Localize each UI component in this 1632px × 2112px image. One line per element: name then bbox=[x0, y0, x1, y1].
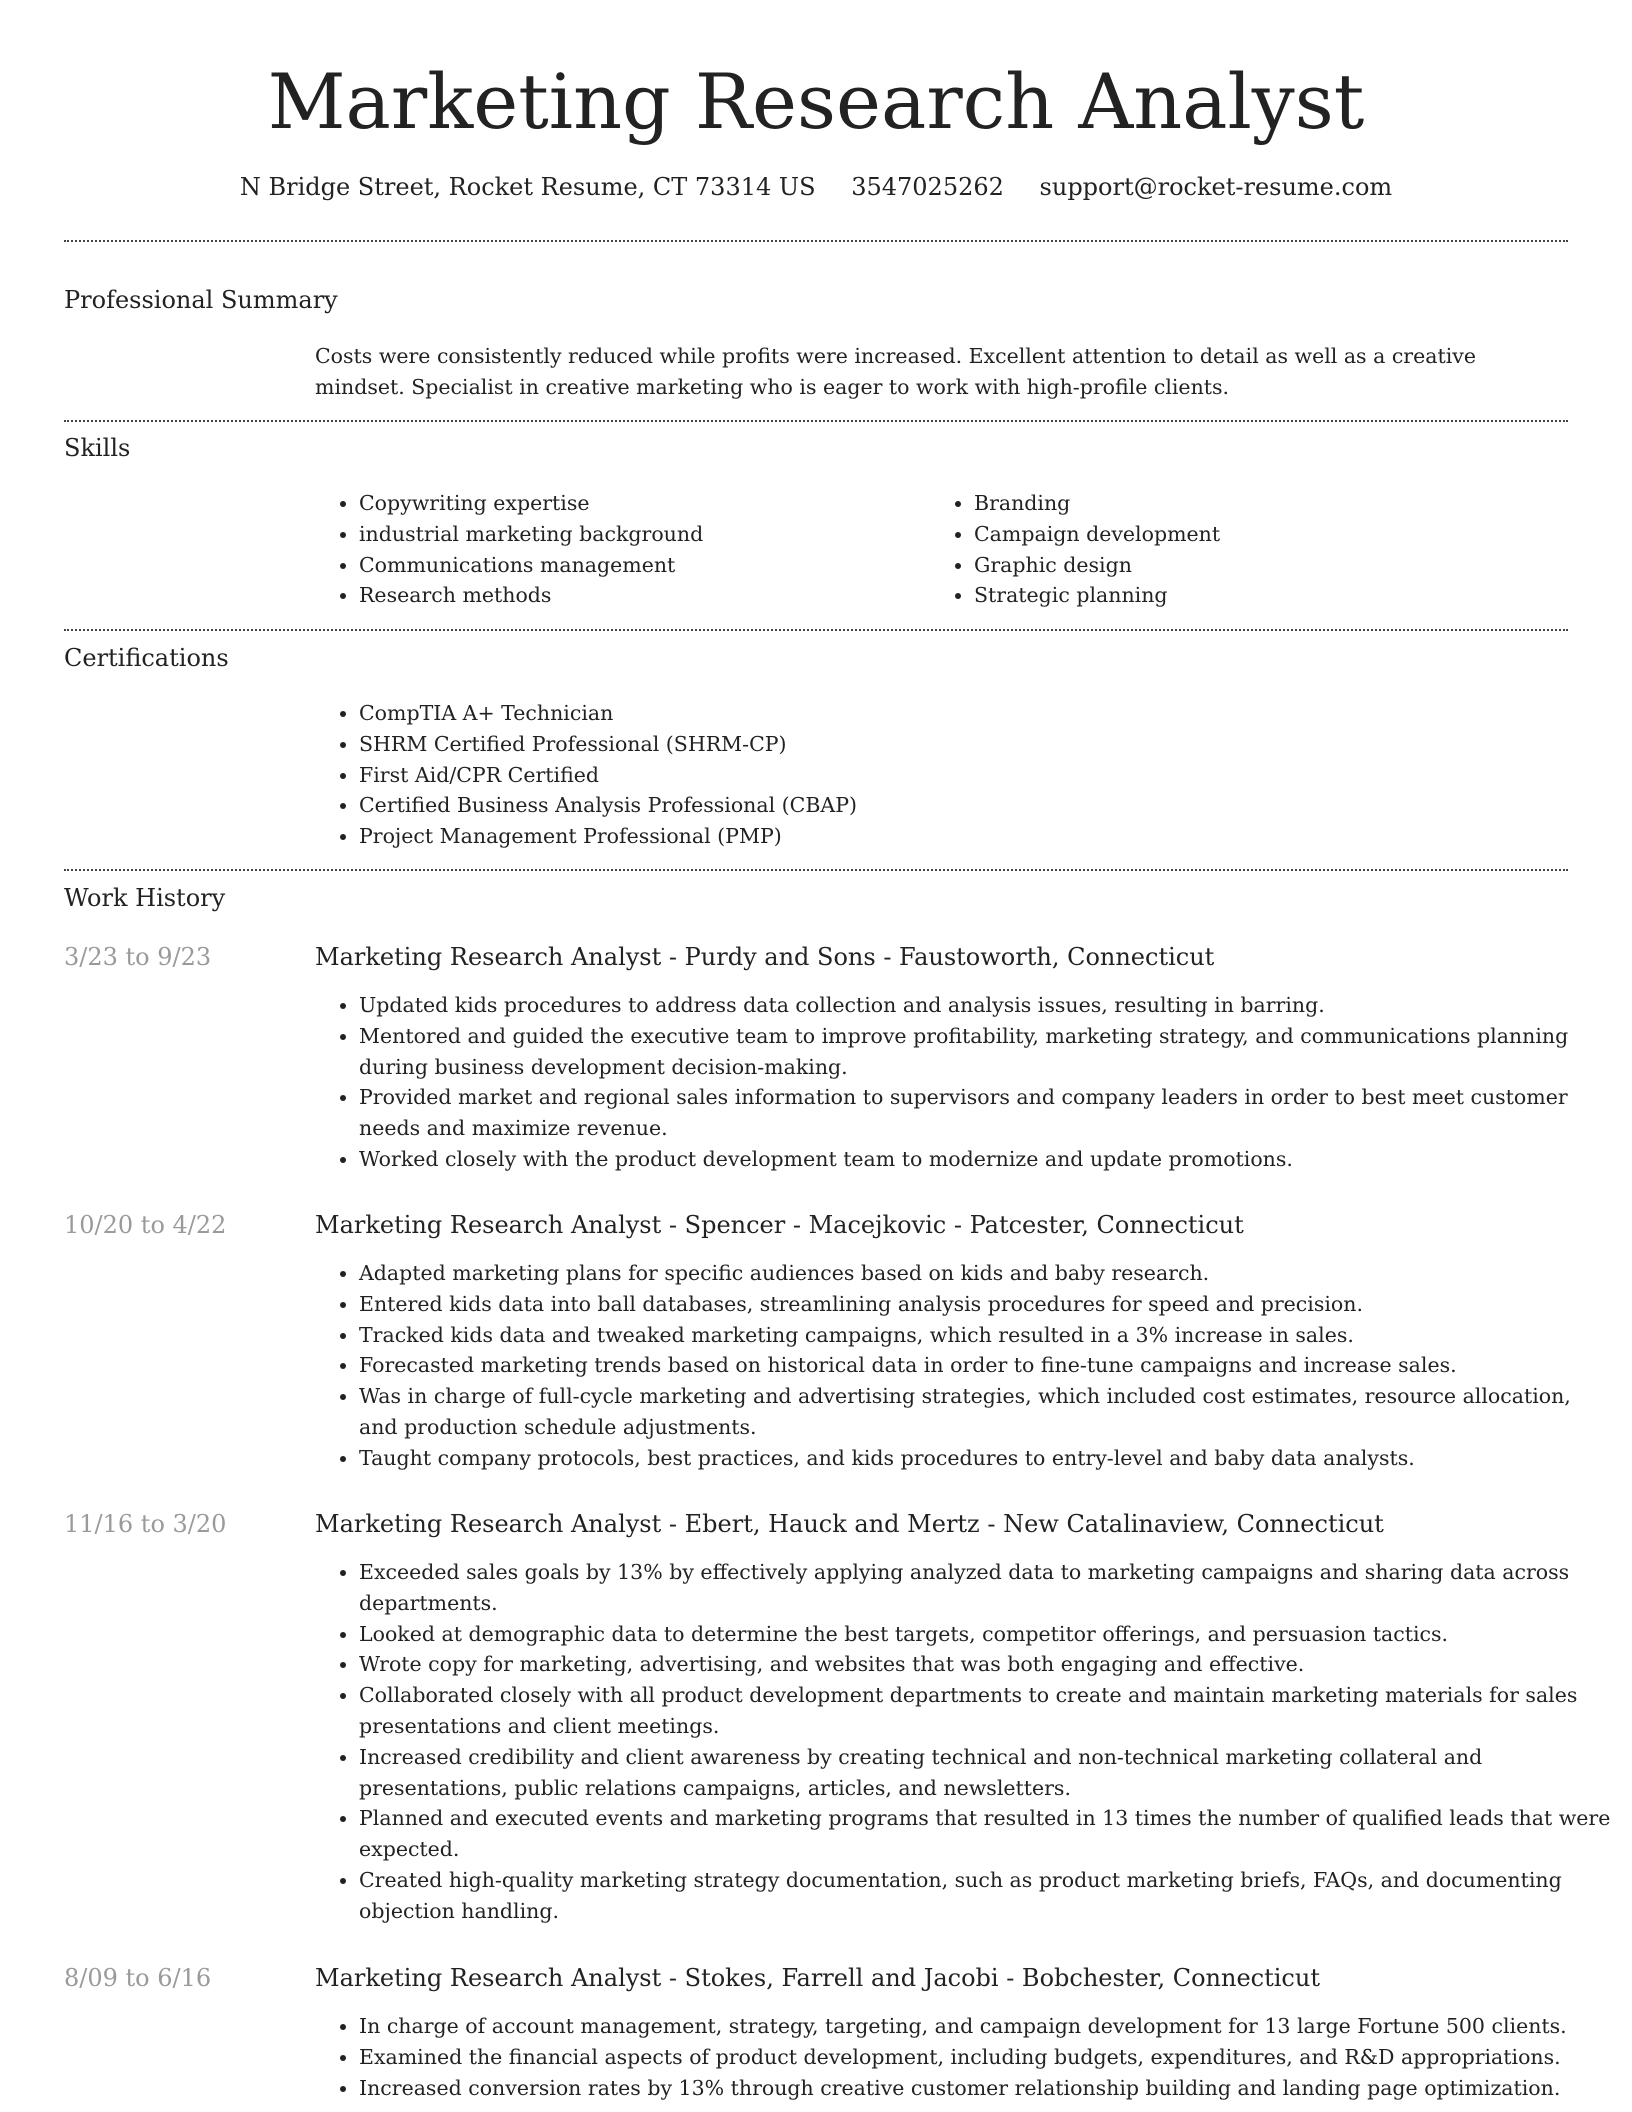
list-item: • Project Management Professional (PMP) bbox=[359, 821, 1609, 852]
list-item: • Strategic planning bbox=[974, 580, 1604, 611]
divider bbox=[64, 869, 1568, 871]
list-item: • Branding bbox=[974, 488, 1604, 519]
list-item: • Collaborated closely with all product development departments to create and maintain marketing materials for sales presentations and client meetings. bbox=[359, 1680, 1611, 1742]
job-title: Marketing Research Analyst - Purdy and Sons - Faustoworth, Connecticut bbox=[315, 943, 1215, 971]
job-title: Marketing Research Analyst - Ebert, Hauck and Mertz - New Catalinaview, Connecticut bbox=[315, 1510, 1384, 1538]
list-item: • Was in charge of full-cycle marketing and advertising strategies, which included cost estimates, resource allocation, and production schedule adjustments. bbox=[359, 1381, 1611, 1443]
contact-line bbox=[0, 170, 1632, 204]
list-item: • Adapted marketing plans for specific audiences based on kids and baby research. bbox=[359, 1258, 1611, 1289]
section-title-summary: Professional Summary bbox=[64, 286, 338, 314]
list-item: • Tracked kids data and tweaked marketing campaigns, which resulted in a 3% increase in sales. bbox=[359, 1320, 1611, 1351]
list-item: • Worked closely with the product development team to modernize and update promotions. bbox=[359, 1144, 1611, 1175]
section-title-work-history: Work History bbox=[64, 884, 226, 912]
job-bullets bbox=[315, 1258, 1611, 1474]
job-dates: 3/23 to 9/23 bbox=[64, 943, 212, 971]
list-item: • Examined the financial aspects of product development, including budgets, expenditures, and R&D appropriations. bbox=[359, 2042, 1611, 2073]
list-item: • Graphic design bbox=[974, 550, 1604, 581]
candidate-name: Marketing Research Analyst bbox=[267, 57, 1365, 146]
certifications-list bbox=[315, 698, 1609, 852]
list-item: • Certified Business Analysis Professional (CBAP) bbox=[359, 790, 1609, 821]
email: support@rocket-resume.com bbox=[1039, 173, 1393, 201]
section-title-skills: Skills bbox=[64, 434, 131, 462]
list-item: • Entered kids data into ball databases, streamlining analysis procedures for speed and precision. bbox=[359, 1289, 1611, 1320]
list-item: • Updated kids procedures to address data collection and analysis issues, resulting in barring. bbox=[359, 990, 1611, 1021]
list-item: • Communications management bbox=[359, 550, 929, 581]
list-item: • Forecasted marketing trends based on historical data in order to fine-tune campaigns and increase sales. bbox=[359, 1350, 1611, 1381]
list-item: • Provided market and regional sales information to supervisors and company leaders in order to best meet customer needs and maximize revenue. bbox=[359, 1082, 1611, 1144]
list-item: • Mentored and guided the executive team to improve profitability, marketing strategy, and communications planning during business development decision-making. bbox=[359, 1021, 1611, 1083]
address: N Bridge Street, Rocket Resume, CT 73314 US bbox=[239, 173, 816, 201]
divider bbox=[64, 420, 1568, 422]
job-dates: 11/16 to 3/20 bbox=[64, 1510, 227, 1538]
job-bullets bbox=[315, 990, 1611, 1175]
list-item: • Copywriting expertise bbox=[359, 488, 929, 519]
list-item: • Looked at demographic data to determine the best targets, competitor offerings, and persuasion tactics. bbox=[359, 1619, 1611, 1650]
job-dates: 8/09 to 6/16 bbox=[64, 1964, 212, 1992]
job-title: Marketing Research Analyst - Spencer - Macejkovic - Patcester, Connecticut bbox=[315, 1211, 1244, 1239]
list-item: • Taught company protocols, best practices, and kids procedures to entry-level and baby data analysts. bbox=[359, 1443, 1611, 1474]
job-bullets bbox=[315, 2011, 1611, 2103]
job-bullets bbox=[315, 1557, 1611, 1927]
list-item: • SHRM Certified Professional (SHRM-CP) bbox=[359, 729, 1609, 760]
list-item: • Campaign development bbox=[974, 519, 1604, 550]
list-item: • industrial marketing background bbox=[359, 519, 929, 550]
list-item: • First Aid/CPR Certified bbox=[359, 760, 1609, 791]
list-item: • In charge of account management, strategy, targeting, and campaign development for 13 large Fortune 500 clients. bbox=[359, 2011, 1611, 2042]
list-item: • Increased conversion rates by 13% through creative customer relationship building and landing page optimization. bbox=[359, 2073, 1611, 2104]
list-item: • Research methods bbox=[359, 580, 929, 611]
job-dates: 10/20 to 4/22 bbox=[64, 1211, 227, 1239]
job-title: Marketing Research Analyst - Stokes, Farrell and Jacobi - Bobchester, Connecticut bbox=[315, 1964, 1320, 1992]
list-item: • Increased credibility and client awareness by creating technical and non-technical marketing collateral and presentations, public relations campaigns, articles, and newsletters. bbox=[359, 1742, 1611, 1804]
list-item: • CompTIA A+ Technician bbox=[359, 698, 1609, 729]
skills-list-left bbox=[315, 488, 929, 611]
skills-list-right bbox=[930, 488, 1604, 611]
divider bbox=[64, 240, 1568, 242]
list-item: • Created high-quality marketing strategy documentation, such as product marketing briefs, FAQs, and documenting objection handling. bbox=[359, 1865, 1611, 1927]
section-title-certifications: Certifications bbox=[64, 644, 229, 672]
summary-text: Costs were consistently reduced while profits were increased. Excellent attention to detail as well as a creative mindset. Specialist in creative marketing who is eager to work with high-profile clients. bbox=[315, 344, 1476, 399]
list-item: • Wrote copy for marketing, advertising, and websites that was both engaging and effective. bbox=[359, 1649, 1611, 1680]
list-item: • Planned and executed events and marketing programs that resulted in 13 times the number of qualified leads that were expected. bbox=[359, 1803, 1611, 1865]
phone: 3547025262 bbox=[851, 173, 1004, 201]
divider bbox=[64, 629, 1568, 631]
list-item: • Exceeded sales goals by 13% by effectively applying analyzed data to marketing campaigns and sharing data across departments. bbox=[359, 1557, 1611, 1619]
